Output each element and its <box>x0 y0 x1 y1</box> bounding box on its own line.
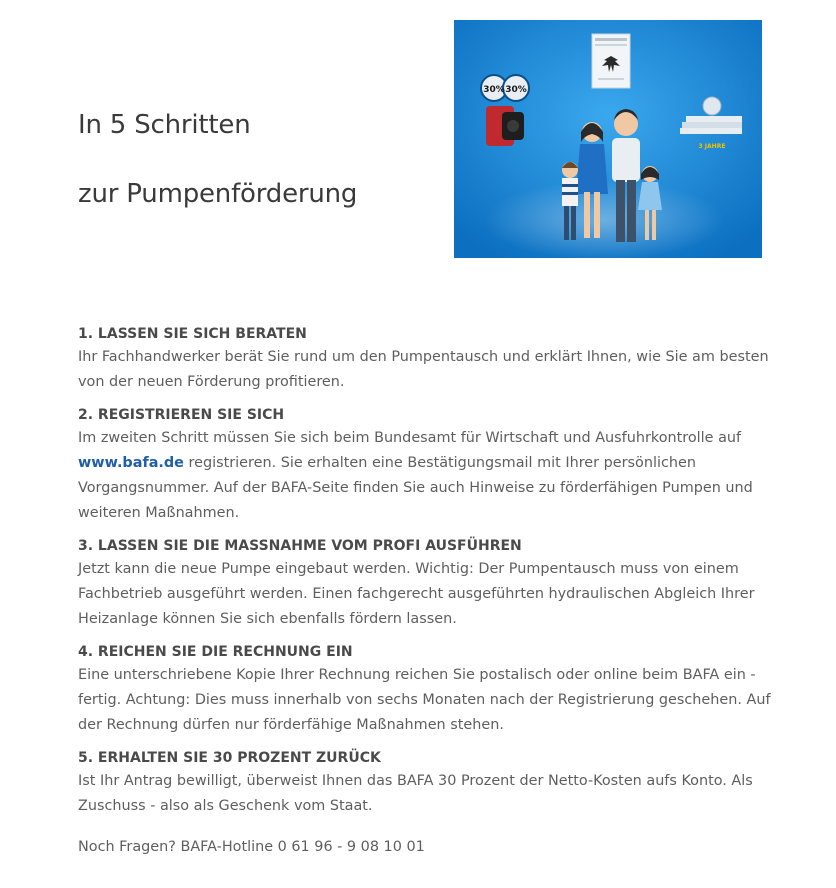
step-title: 4. REICHEN SIE DIE RECHNUNG EIN <box>78 644 353 660</box>
hotline-text: Noch Fragen? BAFA-Hotline 0 61 96 - 9 08 10 01 <box>78 839 425 855</box>
page-title-line2: zur Pumpenförderung <box>78 179 358 209</box>
step-title: 1. LASSEN SIE SICH BERATEN <box>78 326 307 342</box>
step-body-before: Im zweiten Schritt müssen Sie sich beim Bundesamt für Wirtschaft und Ausfuhrkontrolle auf <box>78 430 742 446</box>
bafa-link[interactable]: www.bafa.de <box>78 455 184 471</box>
step-1 <box>78 323 778 395</box>
hero-illustration <box>454 20 762 258</box>
step-body: Ist Ihr Antrag bewilligt, überweist Ihnen das BAFA 30 Prozent der Netto-Kosten aufs Konto. Als Zuschuss - also als Geschenk vom Staat. <box>78 773 753 814</box>
step-title: 5. ERHALTEN SIE 30 PROZENT ZURÜCK <box>78 750 381 766</box>
steps-list <box>78 323 778 860</box>
step-5 <box>78 747 778 819</box>
badge-left: 30% <box>483 85 505 95</box>
step-4 <box>78 641 778 738</box>
page-title-line1: In 5 Schritten <box>78 110 251 140</box>
step-title: 3. LASSEN SIE DIE MASSNAHME VOM PROFI AUSFÜHREN <box>78 538 522 554</box>
step-body: Jetzt kann die neue Pumpe eingebaut werden. Wichtig: Der Pumpentausch muss von einem Fachbetrieb ausgeführt werden. Einen fachgerecht ausgeführten hydraulischen Abgleich Ihrer Heizanlage können Sie sich ebenfalls fördern lassen. <box>78 561 755 627</box>
step-2 <box>78 404 778 526</box>
step-body-after: registrieren. Sie erhalten eine Bestätigungsmail mit Ihrer persönlichen Vorgangsnummer. Auf der BAFA-Seite finden Sie auch Hinweise zu förderfähigen Pumpen und weiteren Maßnahmen. <box>78 455 753 521</box>
step-body <box>78 426 778 526</box>
document-icon <box>592 34 630 88</box>
step-body: Ihr Fachhandwerker berät Sie rund um den Pumpentausch und erklärt Ihnen, wie Sie am besten von der neuen Förderung profitieren. <box>78 349 769 390</box>
logo-text: 3 JAHRE <box>698 143 726 150</box>
step-3 <box>78 535 778 632</box>
step-body: Eine unterschriebene Kopie Ihrer Rechnung reichen Sie postalisch oder online beim BAFA ein - fertig. Achtung: Dies muss innerhalb von sechs Monaten nach der Registrierung geschehen. Auf der Rechnung dürfen nur förderfähige Maßnahmen stehen. <box>78 667 771 733</box>
badge-right: 30% <box>505 85 527 95</box>
step-title: 2. REGISTRIEREN SIE SICH <box>78 407 285 423</box>
